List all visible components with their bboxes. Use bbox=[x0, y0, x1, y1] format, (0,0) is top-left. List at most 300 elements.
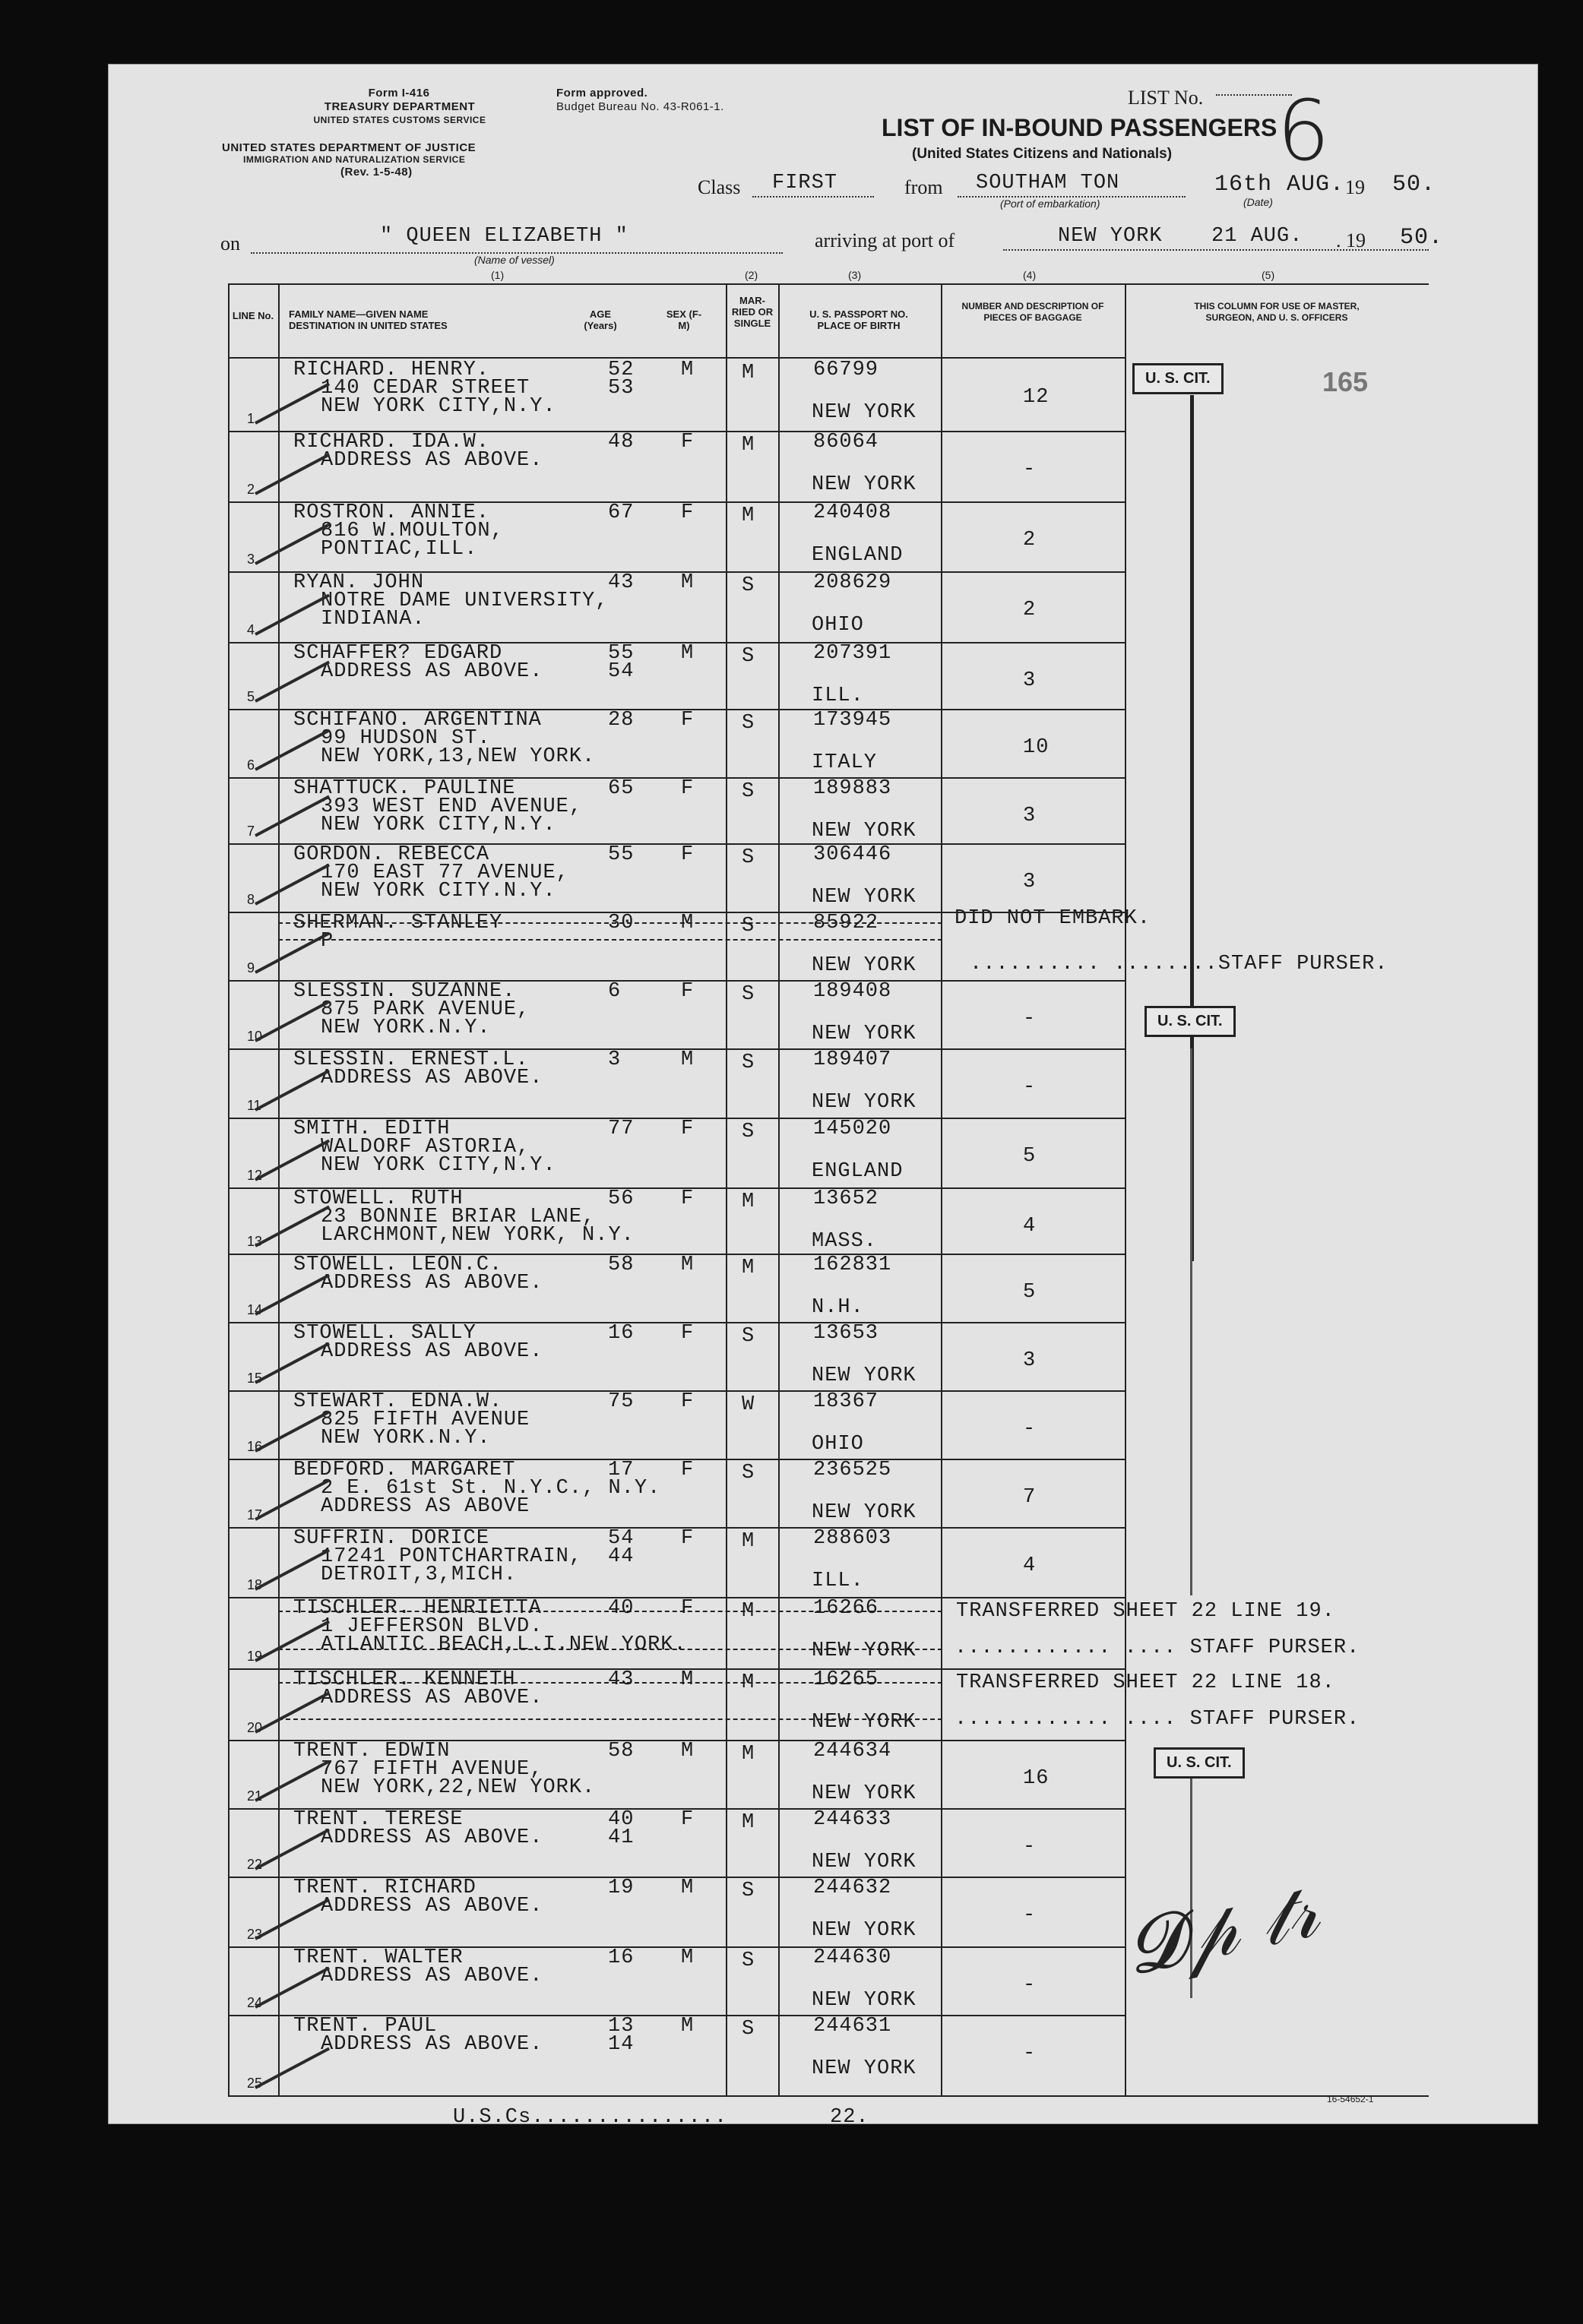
port-caption: (Port of embarkation) bbox=[1000, 198, 1100, 210]
treasury-dept: TREASURY DEPARTMENT bbox=[324, 100, 476, 113]
baggage-count: 7 bbox=[1023, 1486, 1037, 1509]
place-of-birth: NEW YORK bbox=[812, 886, 917, 909]
destination-line-1: 825 FIFTH AVENUE bbox=[321, 1409, 530, 1431]
passport-number: 244634 bbox=[813, 1740, 892, 1763]
marital-status: S bbox=[742, 1121, 755, 1143]
sex: M bbox=[681, 1877, 695, 1899]
place-of-birth: NEW YORK bbox=[812, 1782, 917, 1805]
on-label: on bbox=[220, 232, 240, 255]
passport-number: 244633 bbox=[813, 1808, 892, 1831]
print-code: 16-54652-1 bbox=[1327, 2094, 1374, 2104]
line-number: 17 bbox=[247, 1507, 263, 1522]
baggage-count: 3 bbox=[1023, 1349, 1037, 1372]
destination-line-1: P bbox=[321, 930, 334, 953]
arrival-year: 50. bbox=[1400, 225, 1444, 251]
passport-number: 288603 bbox=[813, 1527, 892, 1550]
sex: M bbox=[681, 1946, 695, 1969]
baggage-count: 10 bbox=[1023, 736, 1050, 759]
sex: F bbox=[681, 1322, 695, 1345]
passenger-name: BEDFORD. MARGARET bbox=[293, 1459, 516, 1481]
form-number: Form I-416 bbox=[368, 87, 430, 100]
arrival-date: 21 AUG. bbox=[1211, 225, 1303, 248]
age: 40 bbox=[608, 1808, 635, 1831]
passenger-name: SUFFRIN. DORICE bbox=[293, 1527, 490, 1550]
age: 77 bbox=[608, 1118, 635, 1140]
officer-bracket-line bbox=[1190, 1048, 1192, 1595]
destination-line-1: ADDRESS AS ABOVE. bbox=[321, 2033, 543, 2056]
age: 19 bbox=[608, 1877, 635, 1899]
destination-line-1: 99 HUDSON ST. bbox=[321, 727, 491, 750]
sex: F bbox=[681, 1118, 695, 1140]
destination-line-1: ADDRESS AS ABOVE. bbox=[321, 1067, 543, 1089]
baggage-count: - bbox=[1023, 1835, 1037, 1858]
us-cit-stamp: U. S. CIT. bbox=[1154, 1747, 1245, 1779]
col-divider bbox=[228, 283, 230, 2096]
age: 56 bbox=[608, 1187, 635, 1210]
hdr-name: FAMILY NAME—GIVEN NAME DESTINATION IN UNITED STATES bbox=[289, 308, 448, 331]
age: 16 bbox=[608, 1322, 635, 1345]
age: 58 bbox=[608, 1254, 635, 1276]
baggage-count: 16 bbox=[1023, 1767, 1050, 1790]
transferred-note-19: TRANSFERRED SHEET 22 LINE 19. bbox=[956, 1600, 1335, 1623]
place-of-birth: ENGLAND bbox=[812, 1160, 904, 1183]
baggage-count: - bbox=[1023, 1076, 1037, 1099]
passport-number: 18367 bbox=[813, 1390, 879, 1413]
passport-number: 240408 bbox=[813, 501, 892, 524]
sex: F bbox=[681, 431, 695, 454]
marital-status: S bbox=[742, 1949, 755, 1972]
passenger-name: SHERMAN. STANLEY bbox=[293, 912, 503, 934]
sex: F bbox=[681, 709, 695, 732]
age: 43 bbox=[608, 1668, 635, 1691]
passport-number: 208629 bbox=[813, 571, 892, 594]
line-number: 21 bbox=[247, 1788, 263, 1804]
destination-line-1: ADDRESS AS ABOVE. bbox=[321, 1687, 543, 1709]
marital-status: S bbox=[742, 846, 755, 869]
baggage-count: 2 bbox=[1023, 529, 1037, 552]
passport-number: 236525 bbox=[813, 1459, 892, 1481]
passenger-name: SCHAFFER? EDGARD bbox=[293, 642, 503, 665]
age: 16 bbox=[608, 1946, 635, 1969]
arrival-port: NEW YORK bbox=[1058, 225, 1163, 248]
place-of-birth: ILL. bbox=[812, 685, 864, 707]
baggage-count: - bbox=[1023, 2042, 1037, 2065]
passport-number: 173945 bbox=[813, 709, 892, 732]
passenger-name: SLESSIN. SUZANNE. bbox=[293, 980, 516, 1003]
page-stamp-number: 165 bbox=[1322, 366, 1369, 397]
transferred-note-18: TRANSFERRED SHEET 22 LINE 18. bbox=[956, 1671, 1335, 1694]
age: 28 bbox=[608, 709, 635, 732]
age: 48 bbox=[608, 431, 635, 454]
col-number-1: (1) bbox=[491, 269, 505, 281]
staff-purser-signature: ............ .... STAFF PURSER. bbox=[955, 1708, 1360, 1731]
passenger-name: STOWELL. RUTH bbox=[293, 1187, 464, 1210]
marital-status: S bbox=[742, 712, 755, 735]
destination-line-2: NEW YORK,13,NEW YORK. bbox=[321, 745, 596, 768]
revision: (Rev. 1-5-48) bbox=[340, 166, 413, 179]
col-number-3: (3) bbox=[848, 269, 862, 281]
passenger-name: TRENT. WALTER bbox=[293, 1946, 464, 1969]
destination-line-1: ADDRESS AS ABOVE. bbox=[321, 1965, 543, 1987]
vessel-name: " QUEEN ELIZABETH " bbox=[380, 225, 628, 248]
destination-line-2: NEW YORK,22,NEW YORK. bbox=[321, 1776, 596, 1799]
baggage-count: 3 bbox=[1023, 871, 1037, 893]
baggage-count: 3 bbox=[1023, 669, 1037, 692]
passenger-name: SCHIFANO. ARGENTINA bbox=[293, 709, 542, 732]
passenger-name: STOWELL. SALLY bbox=[293, 1322, 476, 1345]
passport-number: 16266 bbox=[813, 1597, 879, 1620]
sex: F bbox=[681, 980, 695, 1003]
sex: M bbox=[681, 912, 695, 934]
line-number: 23 bbox=[247, 1927, 263, 1942]
sex: F bbox=[681, 1187, 695, 1210]
age: 40 bbox=[608, 1597, 635, 1620]
destination-line-1: 816 W.MOULTON, bbox=[321, 520, 504, 542]
destination-line-1: 393 WEST END AVENUE, bbox=[321, 795, 583, 818]
baggage-count: 4 bbox=[1023, 1554, 1037, 1577]
sex: F bbox=[681, 1808, 695, 1831]
embark-date: 16th AUG. bbox=[1214, 172, 1345, 198]
line-number: 12 bbox=[247, 1168, 263, 1183]
destination-line-1: 140 CEDAR STREET bbox=[321, 377, 530, 400]
staff-purser-signature: .......... ........STAFF PURSER. bbox=[970, 953, 1388, 975]
col-divider bbox=[726, 283, 727, 2096]
marital-status: M bbox=[742, 362, 755, 384]
staff-purser-signature: ............ .... STAFF PURSER. bbox=[955, 1636, 1360, 1659]
sex: M bbox=[681, 1254, 695, 1276]
place-of-birth: OHIO bbox=[812, 614, 864, 637]
baggage-count: - bbox=[1023, 1904, 1037, 1927]
marital-status: S bbox=[742, 1880, 755, 1902]
marital-status: M bbox=[742, 504, 755, 527]
line-number: 13 bbox=[247, 1234, 263, 1249]
destination-line-1: 170 EAST 77 AVENUE, bbox=[321, 862, 569, 884]
col-divider bbox=[778, 283, 780, 2096]
destination-line-1: 2 E. 61st St. N.Y.C., N.Y. bbox=[321, 1477, 661, 1500]
sex: F bbox=[681, 843, 695, 866]
sex: M bbox=[681, 642, 695, 665]
line-number: 1 bbox=[247, 411, 255, 426]
did-not-embark-note: DID NOT EMBARK. bbox=[955, 907, 1151, 930]
baggage-count: 4 bbox=[1023, 1215, 1037, 1238]
line-number: 20 bbox=[247, 1720, 263, 1735]
destination-line-2: NEW YORK CITY,N.Y. bbox=[321, 395, 556, 418]
embark-year: 50. bbox=[1392, 172, 1436, 198]
age: 3 bbox=[608, 1048, 622, 1071]
line-number: 24 bbox=[247, 1995, 263, 2010]
place-of-birth: NEW YORK bbox=[812, 1639, 917, 1662]
col-number-2: (2) bbox=[745, 269, 758, 281]
passenger-name: STOWELL. LEON.C. bbox=[293, 1254, 503, 1276]
passport-number: 207391 bbox=[813, 642, 892, 665]
place-of-birth: NEW YORK bbox=[812, 1023, 917, 1045]
us-cit-stamp: U. S. CIT. bbox=[1132, 363, 1224, 394]
hdr-sex: SEX (F-M) bbox=[666, 308, 702, 331]
line-number: 22 bbox=[247, 1857, 263, 1872]
passenger-name: TISCHLER. HENRIETTA bbox=[293, 1597, 542, 1620]
baggage-count: 5 bbox=[1023, 1281, 1037, 1304]
age: 54 bbox=[608, 1527, 635, 1550]
passport-number: 162831 bbox=[813, 1254, 892, 1276]
from-label: from bbox=[904, 176, 943, 198]
hdr-married: MAR-RIED OR SINGLE bbox=[731, 295, 774, 329]
passenger-name: RICHARD. HENRY. bbox=[293, 359, 490, 381]
passport-number: 13652 bbox=[813, 1187, 879, 1210]
baggage-count: 12 bbox=[1023, 386, 1050, 409]
marital-status: S bbox=[742, 983, 755, 1006]
budget-bureau: Budget Bureau No. 43-R061-1. bbox=[556, 100, 724, 113]
destination-line-1: ADDRESS AS ABOVE. bbox=[321, 1895, 543, 1918]
destination-line-1: ADDRESS AS ABOVE. bbox=[321, 1826, 543, 1849]
class-value: FIRST bbox=[772, 172, 838, 194]
marital-status: M bbox=[742, 1671, 755, 1694]
baggage-count: - bbox=[1023, 1418, 1037, 1440]
sex: M bbox=[681, 571, 695, 594]
passenger-name: RYAN. JOHN bbox=[293, 571, 425, 594]
sex: F bbox=[681, 1527, 695, 1550]
age-corrected: 14 bbox=[608, 2033, 635, 2056]
passport-number: 306446 bbox=[813, 843, 892, 866]
destination-line-2: LARCHMONT,NEW YORK, N.Y. bbox=[321, 1224, 635, 1247]
place-of-birth: ITALY bbox=[812, 751, 878, 774]
col-divider bbox=[1125, 283, 1126, 2096]
col-divider bbox=[278, 283, 280, 2096]
passport-number: 13653 bbox=[813, 1322, 879, 1345]
destination-line-1: WALDORF ASTORIA, bbox=[321, 1136, 530, 1159]
col-number-4: (4) bbox=[1023, 269, 1037, 281]
destination-line-2: NEW YORK CITY,N.Y. bbox=[321, 814, 556, 836]
age: 67 bbox=[608, 501, 635, 524]
baggage-count: 5 bbox=[1023, 1145, 1037, 1168]
passport-number: 189408 bbox=[813, 980, 892, 1003]
col-divider bbox=[941, 283, 942, 2096]
age: 6 bbox=[608, 980, 622, 1003]
marital-status: S bbox=[742, 915, 755, 938]
age: 58 bbox=[608, 1740, 635, 1763]
passenger-name: TRENT. PAUL bbox=[293, 2015, 438, 2038]
dotted-rule bbox=[1003, 249, 1429, 251]
form-approved: Form approved. bbox=[556, 87, 648, 100]
passport-number: 189407 bbox=[813, 1048, 892, 1071]
baggage-count: 2 bbox=[1023, 599, 1037, 621]
ins: IMMIGRATION AND NATURALIZATION SERVICE bbox=[243, 154, 466, 165]
line-number: 4 bbox=[247, 622, 255, 637]
passenger-name: SMITH. EDITH bbox=[293, 1118, 451, 1140]
marital-status: S bbox=[742, 645, 755, 668]
list-number: 6 bbox=[1277, 82, 1330, 179]
vessel-caption: (Name of vessel) bbox=[474, 254, 555, 266]
sex: M bbox=[681, 1740, 695, 1763]
place-of-birth: NEW YORK bbox=[812, 401, 917, 424]
line-number: 8 bbox=[247, 892, 255, 907]
date-19: 19 bbox=[1345, 176, 1365, 198]
passenger-name: STEWART. EDNA.W. bbox=[293, 1390, 503, 1413]
line-number: 9 bbox=[247, 960, 255, 975]
col-number-5: (5) bbox=[1262, 269, 1275, 281]
footer-count: 22. bbox=[830, 2106, 869, 2129]
marital-status: W bbox=[742, 1393, 755, 1416]
sex: M bbox=[681, 1048, 695, 1071]
destination-line-2: PONTIAC,ILL. bbox=[321, 538, 478, 561]
sex: F bbox=[681, 1597, 695, 1620]
baggage-count: - bbox=[1023, 458, 1037, 481]
passport-number: 66799 bbox=[813, 359, 879, 381]
marital-status: M bbox=[742, 1257, 755, 1279]
place-of-birth: ENGLAND bbox=[812, 544, 904, 567]
age-corrected: 44 bbox=[608, 1545, 635, 1568]
age: 75 bbox=[608, 1390, 635, 1413]
marital-status: M bbox=[742, 1811, 755, 1834]
age-corrected: 53 bbox=[608, 377, 635, 400]
hdr-line-no: LINE No. bbox=[232, 310, 274, 321]
line-number: 2 bbox=[247, 482, 255, 497]
passport-number: 244632 bbox=[813, 1877, 892, 1899]
place-of-birth: OHIO bbox=[812, 1433, 864, 1456]
place-of-birth: NEW YORK bbox=[812, 473, 917, 496]
passport-number: 85922 bbox=[813, 912, 879, 934]
destination-line-2: NEW YORK.N.Y. bbox=[321, 1427, 491, 1450]
destination-line-2: DETROIT,3,MICH. bbox=[321, 1564, 518, 1586]
passenger-name: GORDON. REBECCA bbox=[293, 843, 490, 866]
age: 55 bbox=[608, 642, 635, 665]
age: 13 bbox=[608, 2015, 635, 2038]
destination-line-1: 767 FIFTH AVENUE, bbox=[321, 1758, 543, 1781]
destination-line-1: 17241 PONTCHARTRAIN, bbox=[321, 1545, 583, 1568]
place-of-birth: NEW YORK bbox=[812, 954, 917, 977]
destination-line-1: ADDRESS AS ABOVE. bbox=[321, 1272, 543, 1295]
line-number: 11 bbox=[247, 1098, 261, 1113]
marital-status: M bbox=[742, 1743, 755, 1766]
row-rule bbox=[228, 2095, 1125, 2097]
destination-line-2: NEW YORK CITY.N.Y. bbox=[321, 880, 556, 903]
place-of-birth: NEW YORK bbox=[812, 1091, 917, 1114]
marital-status: S bbox=[742, 1325, 755, 1348]
line-number: 7 bbox=[247, 824, 255, 839]
justice-dept: UNITED STATES DEPARTMENT OF JUSTICE bbox=[222, 141, 476, 154]
line-number: 15 bbox=[247, 1371, 263, 1386]
strike-through bbox=[278, 939, 942, 941]
place-of-birth: NEW YORK bbox=[812, 820, 917, 843]
place-of-birth: NEW YORK bbox=[812, 1501, 917, 1524]
age-corrected: 54 bbox=[608, 660, 635, 683]
passport-number: 189883 bbox=[813, 777, 892, 800]
destination-line-2: NEW YORK.N.Y. bbox=[321, 1017, 491, 1039]
place-of-birth: MASS. bbox=[812, 1230, 878, 1253]
passenger-name: TRENT. RICHARD bbox=[293, 1877, 476, 1899]
line-number: 16 bbox=[247, 1439, 263, 1454]
destination-line-1: 1 JEFFERSON BLVD. bbox=[321, 1615, 543, 1638]
hdr-officers: THIS COLUMN FOR USE OF MASTER, SURGEON, AND U. S. OFFICERS bbox=[1194, 301, 1360, 323]
sex: F bbox=[681, 1390, 695, 1413]
age-corrected: 41 bbox=[608, 1826, 635, 1849]
line-number: 5 bbox=[247, 689, 255, 704]
hdr-passport: U. S. PASSPORT NO. PLACE OF BIRTH bbox=[809, 308, 908, 331]
marital-status: M bbox=[742, 1600, 755, 1623]
place-of-birth: NEW YORK bbox=[812, 1989, 917, 2012]
passenger-name: ROSTRON. ANNIE. bbox=[293, 501, 490, 524]
manifest-subtitle: (United States Citizens and Nationals) bbox=[912, 146, 1173, 162]
passport-number: 86064 bbox=[813, 431, 879, 454]
passport-number: 145020 bbox=[813, 1118, 892, 1140]
arrival-19: . 19 bbox=[1336, 229, 1366, 251]
marital-status: S bbox=[742, 2018, 755, 2041]
destination-line-1: 875 PARK AVENUE, bbox=[321, 998, 530, 1021]
hdr-age: AGE (Years) bbox=[584, 308, 617, 331]
passenger-name: SLESSIN. ERNEST.L. bbox=[293, 1048, 529, 1071]
passport-number: 16265 bbox=[813, 1668, 879, 1691]
passenger-name: TRENT. TERESE bbox=[293, 1808, 464, 1831]
line-number: 14 bbox=[247, 1302, 263, 1317]
destination-line-1: ADDRESS AS ABOVE. bbox=[321, 449, 543, 472]
place-of-birth: NEW YORK bbox=[812, 1919, 917, 1942]
destination-line-1: ADDRESS AS ABOVE. bbox=[321, 1340, 543, 1363]
passenger-name: RICHARD. IDA.W. bbox=[293, 431, 490, 454]
port-embarkation: SOUTHAM TON bbox=[976, 172, 1120, 194]
place-of-birth: NEW YORK bbox=[812, 1364, 917, 1387]
destination-line-1: NOTRE DAME UNIVERSITY, bbox=[321, 590, 609, 612]
passport-number: 244630 bbox=[813, 1946, 892, 1969]
destination-line-2: ATLANTIC BEACH,L.I.NEW YORK. bbox=[321, 1633, 687, 1656]
place-of-birth: NEW YORK bbox=[812, 1851, 917, 1873]
line-number: 3 bbox=[247, 552, 255, 567]
sex: F bbox=[681, 777, 695, 800]
manifest-title: LIST OF IN-BOUND PASSENGERS bbox=[882, 114, 1277, 141]
marital-status: S bbox=[742, 574, 755, 597]
age: 52 bbox=[608, 359, 635, 381]
passenger-name: TISCHLER. KENNETH bbox=[293, 1668, 516, 1691]
arriving-label: arriving at port of bbox=[815, 229, 955, 251]
age: 65 bbox=[608, 777, 635, 800]
marital-status: M bbox=[742, 1190, 755, 1213]
destination-line-2: ADDRESS AS ABOVE bbox=[321, 1495, 530, 1518]
sex: M bbox=[681, 359, 695, 381]
sex: F bbox=[681, 501, 695, 524]
age: 43 bbox=[608, 571, 635, 594]
place-of-birth: ILL. bbox=[812, 1570, 864, 1592]
destination-line-2: NEW YORK CITY,N.Y. bbox=[321, 1154, 556, 1177]
inspector-signature: 𝓓𝓅 𝓉𝓇 bbox=[1117, 1864, 1326, 1993]
place-of-birth: NEW YORK bbox=[812, 2057, 917, 2080]
baggage-count: 3 bbox=[1023, 805, 1037, 827]
baggage-count: - bbox=[1023, 1974, 1037, 1997]
customs-service: UNITED STATES CUSTOMS SERVICE bbox=[313, 115, 486, 125]
line-number: 25 bbox=[247, 2076, 263, 2091]
marital-status: S bbox=[742, 1051, 755, 1074]
line-number: 18 bbox=[247, 1577, 263, 1592]
destination-line-1: ADDRESS AS ABOVE. bbox=[321, 660, 543, 683]
marital-status: S bbox=[742, 1462, 755, 1485]
footer-count-label: U.S.Cs............... bbox=[453, 2106, 728, 2129]
table-top-rule bbox=[228, 283, 1429, 285]
sex: M bbox=[681, 2015, 695, 2038]
age: 55 bbox=[608, 843, 635, 866]
date-caption: (Date) bbox=[1243, 196, 1273, 208]
class-label: Class bbox=[698, 176, 741, 198]
hdr-baggage: NUMBER AND DESCRIPTION OF PIECES OF BAGGAGE bbox=[961, 301, 1104, 323]
line-number: 6 bbox=[247, 757, 255, 773]
marital-status: M bbox=[742, 434, 755, 457]
list-no-label: LIST No. bbox=[1128, 87, 1204, 109]
sex: M bbox=[681, 1668, 695, 1691]
destination-line-1: 23 BONNIE BRIAR LANE, bbox=[321, 1206, 596, 1228]
dotted-rule bbox=[752, 196, 874, 198]
passport-number: 244631 bbox=[813, 2015, 892, 2038]
baggage-count: - bbox=[1023, 1007, 1037, 1030]
age: 30 bbox=[608, 912, 635, 934]
us-cit-stamp: U. S. CIT. bbox=[1145, 1006, 1236, 1037]
marital-status: M bbox=[742, 1530, 755, 1553]
line-number: 19 bbox=[247, 1649, 263, 1664]
